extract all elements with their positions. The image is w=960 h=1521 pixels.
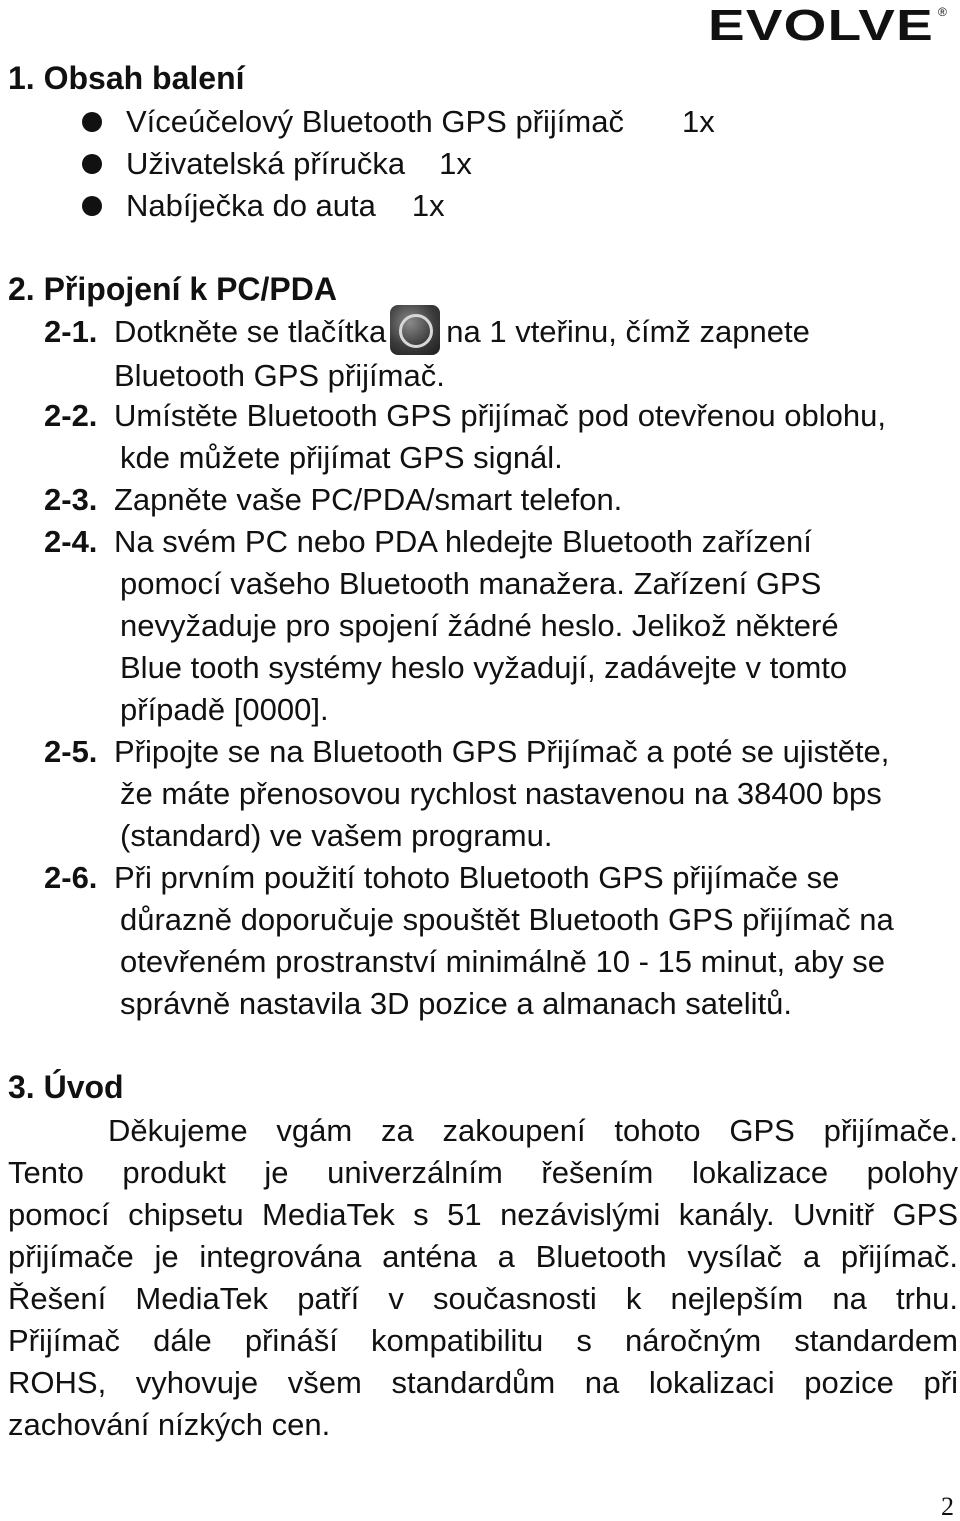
step-line: nevyžaduje pro spojení žádné heslo. Jelikož některé — [120, 608, 839, 643]
step-line: důrazně doporučuje spouštět Bluetooth GPS přijímač na — [120, 902, 894, 937]
bullet-icon — [82, 154, 102, 174]
intro-line: Děkujeme vgám za zakoupení tohoto GPS přijímače. — [108, 1113, 958, 1148]
package-item-label: Uživatelská příručka — [126, 146, 406, 181]
step-2-1 — [44, 311, 956, 397]
step-text: Umístěte Bluetooth GPS přijímač pod otevřenou oblohu, — [114, 398, 886, 433]
step-2-4 — [44, 521, 956, 731]
power-button-icon — [390, 305, 440, 355]
package-item-qty: 1x — [439, 146, 472, 181]
intro-paragraph — [8, 1110, 958, 1446]
evolve-logo — [708, 4, 950, 44]
intro-line: Přijímač dále přináší kompatibilitu s náročným standardem — [8, 1323, 958, 1358]
step-2-2 — [44, 395, 956, 479]
page-number: 2 — [941, 1492, 954, 1521]
package-item-qty: 1x — [411, 188, 445, 223]
step-line: (standard) ve vašem programu. — [120, 818, 553, 853]
intro-line: přijímače je integrována anténa a Bluetooth vysílač a přijímač. — [8, 1239, 958, 1274]
package-item-label: Víceúčelový Bluetooth GPS přijímač — [126, 104, 624, 139]
step-number: 2-6. — [44, 860, 98, 895]
step-2-6 — [44, 857, 956, 1025]
step-text: Zapněte vaše PC/PDA/smart telefon. — [114, 482, 623, 517]
step-number: 2-4. — [44, 524, 98, 559]
step-line: že máte přenosovou rychlost nastavenou na 38400 bps — [120, 776, 882, 811]
svg-text:EVOLVE: EVOLVE — [708, 4, 934, 44]
step-text: Připojte se na Bluetooth GPS Přijímač a poté se ujistěte, — [114, 734, 890, 769]
step-2-5 — [44, 731, 956, 857]
step-line: správně nastavila 3D pozice a almanach satelitů. — [120, 986, 793, 1021]
step-number: 2-1. — [44, 314, 98, 349]
step-line: pomocí vašeho Bluetooth manažera. Zařízení GPS — [120, 566, 822, 601]
intro-line: Tento produkt je univerzálním řešením lokalizace polohy — [8, 1155, 958, 1190]
intro-line: zachování nízkých cen. — [8, 1407, 331, 1442]
step-line: případě [0000]. — [120, 692, 329, 727]
step-line: Blue tooth systémy heslo vyžadují, zadávejte v tomto — [120, 650, 848, 685]
section-1-heading: 1. Obsah balení — [8, 60, 245, 96]
step-2-3 — [44, 479, 956, 521]
step-text: Při prvním použití tohoto Bluetooth GPS přijímače se — [114, 860, 840, 895]
step-text: Na svém PC nebo PDA hledejte Bluetooth zařízení — [114, 524, 812, 559]
package-item — [82, 143, 472, 185]
intro-line: Řešení MediaTek patří v současnosti k nejlepším na trhu. — [8, 1281, 958, 1316]
intro-line: ROHS, vyhovuje všem standardům na lokalizaci pozice při — [8, 1365, 958, 1400]
step-number: 2-5. — [44, 734, 98, 769]
step-text: Dotkněte se tlačítka — [114, 314, 387, 349]
section-2-heading: 2. Připojení k PC/PDA — [8, 271, 337, 307]
bullet-icon — [82, 196, 102, 216]
package-item — [82, 101, 715, 143]
step-line: Bluetooth GPS přijímač. — [114, 357, 445, 393]
bullet-icon — [82, 112, 102, 132]
intro-line: pomocí chipsetu MediaTek s 51 nezávislými kanály. Uvnitř GPS — [8, 1197, 958, 1232]
package-item-qty: 1x — [681, 104, 715, 139]
package-item-label: Nabíječka do auta — [126, 188, 376, 223]
step-line: kde můžete přijímat GPS signál. — [120, 440, 563, 475]
svg-text:®: ® — [938, 5, 947, 19]
package-item — [82, 185, 445, 227]
step-number: 2-2. — [44, 398, 98, 433]
step-line: otevřeném prostranství minimálně 10 - 15 minut, aby se — [120, 944, 886, 979]
step-number: 2-3. — [44, 482, 98, 517]
step-text-cont: na 1 vteřinu, čímž zapnete — [446, 314, 810, 349]
section-3-heading: 3. Úvod — [8, 1069, 124, 1105]
